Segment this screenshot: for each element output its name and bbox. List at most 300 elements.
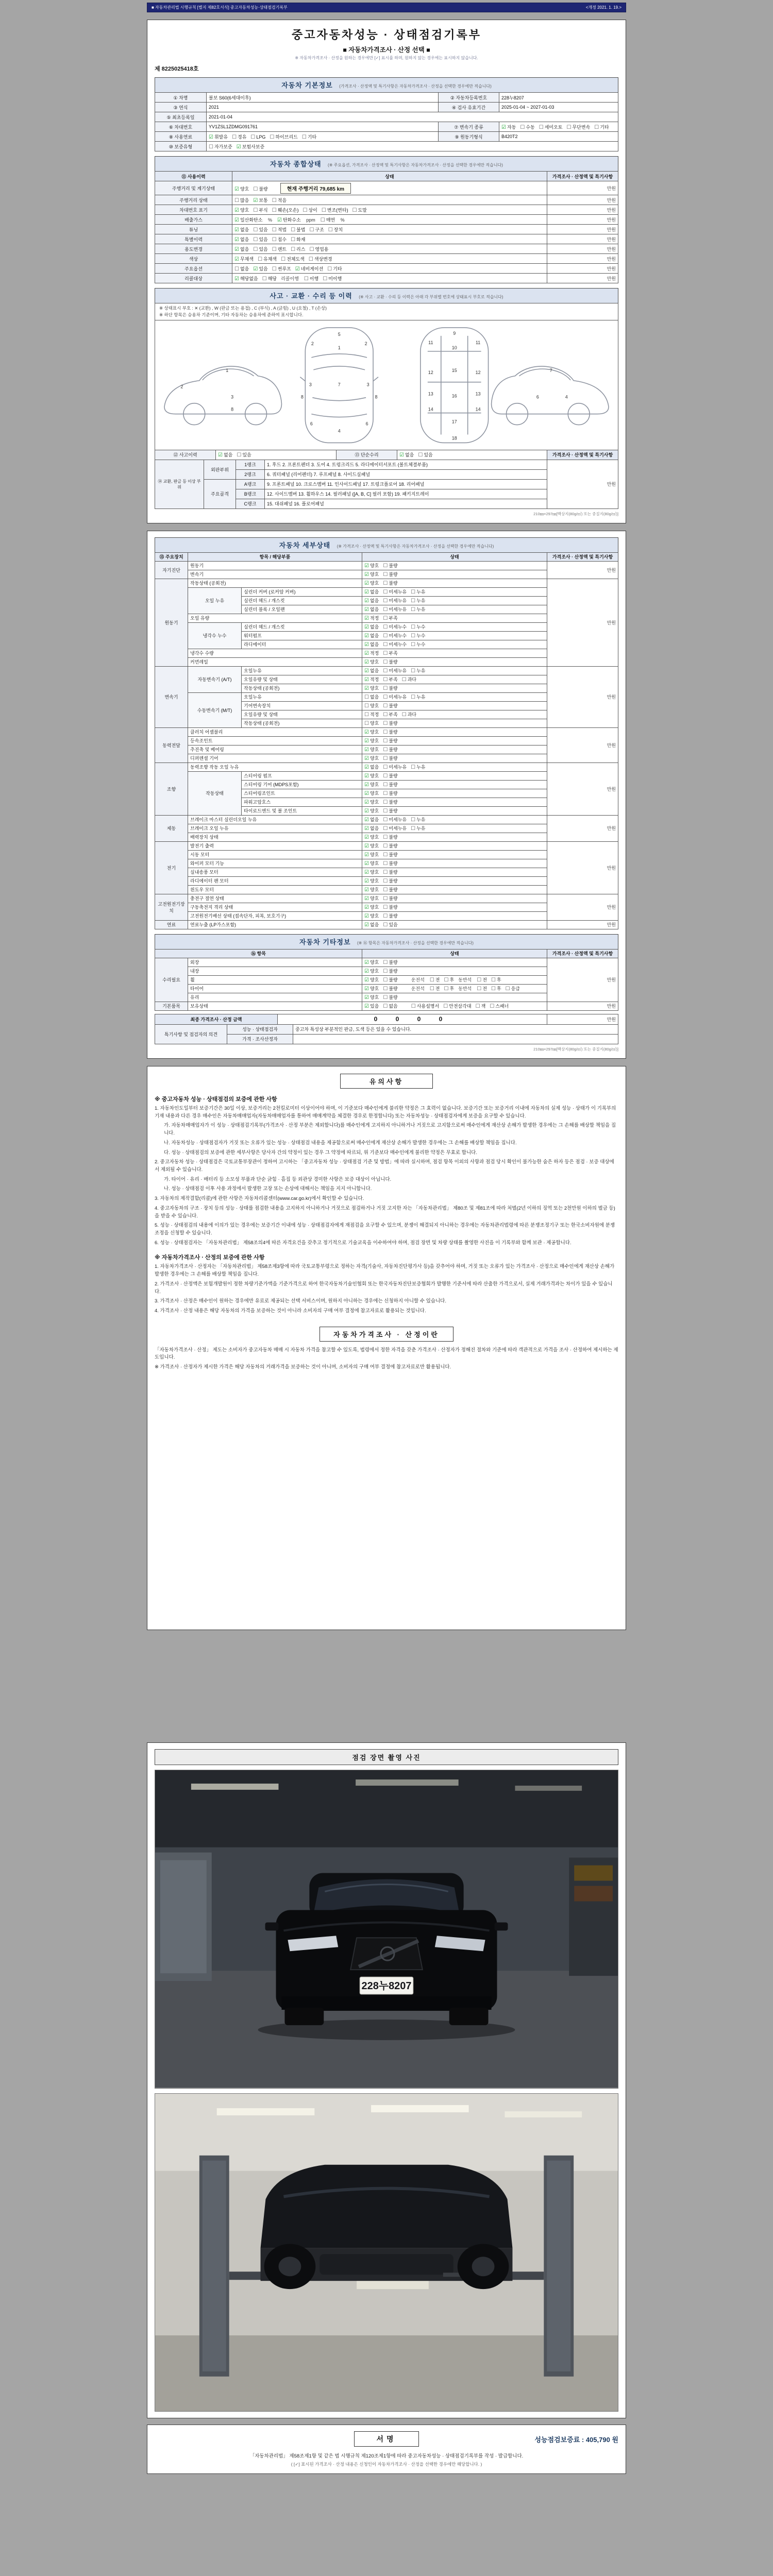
section-title: 자동차 기본정보 <box>281 81 333 89</box>
구조-option[interactable]: ☐ 구조 <box>309 227 324 233</box>
checkbox-icon: ☐ <box>234 197 239 204</box>
svg-text:13: 13 <box>475 391 481 397</box>
불량-option[interactable]: ☐ 불량 <box>383 887 398 893</box>
누유-option[interactable]: ☐ 누유 <box>411 668 426 674</box>
comprehensive-row <box>155 195 618 205</box>
부족-option[interactable]: ☐ 부족 <box>383 616 398 622</box>
누유-option[interactable]: ☐ 누유 <box>411 817 426 823</box>
item-state <box>362 806 547 815</box>
없음-option[interactable]: ☑ 없음 <box>364 624 379 631</box>
후-option[interactable]: ☐ 후 <box>444 977 455 984</box>
양호-option[interactable]: ☑ 양호 <box>364 977 379 984</box>
탄화수소-option[interactable]: ☑ 탄화수소 <box>277 217 301 223</box>
미세누유-option[interactable]: ☐ 미세누유 <box>383 694 407 701</box>
양호-option[interactable]: ☑ 양호 <box>364 738 379 744</box>
양호-option[interactable]: ☑ 양호 <box>364 995 379 1001</box>
notice-item: 「자동차가격조사 · 산정」 제도는 소비자가 중고자동차 매매 시 자동차 가격을 참고할 수 있도록, 법령에서 정한 자격을 갖춘 가격조사 · 산정자가 정해진 절차와 기준에 따라 객관적으로 가격을 조사 · 산정하여 제시하는 제도입니다. <box>155 1347 618 1361</box>
issue-statement-note: ( [✓] 표시된 가격조사 · 산정 내용은 신청인이 자동차가격조사 · 산정을 선택한 경우에만 해당합니다. ) <box>291 2462 482 2467</box>
양호-option[interactable]: ☐ 양호 <box>364 721 379 727</box>
미세누유-option[interactable]: ☐ 미세누유 <box>383 607 407 613</box>
해당-option[interactable]: ☐ 해당 <box>262 276 277 282</box>
불량-option[interactable]: ☐ 불량 <box>383 969 398 975</box>
price-cell: 만원 <box>547 195 618 205</box>
미이행-option[interactable]: ☐ 미이행 <box>323 276 342 282</box>
svg-text:17: 17 <box>451 419 457 425</box>
불량-option[interactable]: ☐ 불량 <box>383 686 398 692</box>
불량-option[interactable]: ☐ 불량 <box>383 986 398 992</box>
불량-option[interactable]: ☐ 불량 <box>383 800 398 806</box>
매연-option[interactable]: ☐ 매연 <box>320 217 335 223</box>
변조(변타)-option[interactable]: ☐ 변조(변타) <box>321 207 348 213</box>
침수-option[interactable]: ☐ 침수 <box>272 236 287 243</box>
불량-option[interactable]: ☐ 불량 <box>383 861 398 867</box>
없음-option[interactable]: ☑ 없음 <box>234 246 249 252</box>
양호-option[interactable]: ☑ 양호 <box>364 581 379 587</box>
불량-option[interactable]: ☐ 불량 <box>383 960 398 966</box>
미세누유-option[interactable]: ☐ 미세누유 <box>383 589 407 596</box>
row-state <box>232 254 547 264</box>
없음-option[interactable]: ☑ 없음 <box>364 668 379 674</box>
notice-item: 3. 자동차의 제작결함(리콜)에 관한 사항은 자동차리콜센터(www.car.go.kr)에서 확인할 수 있습니다. <box>155 1196 364 1202</box>
영업용-option[interactable]: ☐ 영업용 <box>309 246 329 252</box>
없음-option[interactable]: ☑ 없음 <box>399 452 414 459</box>
일산화탄소-option[interactable]: ☑ 일산화탄소 <box>234 217 263 223</box>
없음-option[interactable]: ☑ 없음 <box>364 633 379 639</box>
checkbox-icon: ☑ <box>364 624 369 631</box>
불량-option[interactable]: ☐ 불량 <box>383 703 398 709</box>
양호-option[interactable]: ☑ 양호 <box>364 843 379 850</box>
있음-option[interactable]: ☐ 있음 <box>253 227 268 233</box>
item-label: 유리 <box>188 993 362 1002</box>
notice-item: 1. 자동차가격조사 · 산정자는 「자동차관리법」 제58조제3항에 따라 국토교통부령으로 정하는 자격(기술사, 자동차진단평가사 등)을 갖추어야 하며, 거짓 또는 오류가 있는 가격조사 · 산정으로 매수인에게 재산상 손해가 발생한 경우에는 그 손해를 배상할 책임을 집니다. <box>155 1264 615 1278</box>
svg-text:12: 12 <box>428 369 433 375</box>
group-label: 전기 <box>155 841 188 894</box>
있음-option[interactable]: ☑ 있음 <box>253 266 268 272</box>
전-option[interactable]: ☐ 전 <box>477 986 487 992</box>
자가보증-option[interactable]: ☐ 자가보증 <box>209 144 232 150</box>
불량-option[interactable]: ☐ 불량 <box>383 730 398 736</box>
checkbox-icon: ☐ <box>383 773 388 779</box>
있음-option[interactable]: ☐ 있음 <box>253 246 268 252</box>
row-label: 배출가스 <box>155 215 232 225</box>
없음-option[interactable]: ☑ 없음 <box>364 817 379 823</box>
스패너-option[interactable]: ☐ 스패너 <box>490 1004 509 1010</box>
양호-option[interactable]: ☑ 양호 <box>364 808 379 815</box>
기타-option[interactable]: ☐ 기타 <box>327 266 342 272</box>
양호-option[interactable]: ☑ 양호 <box>364 730 379 736</box>
양호-option[interactable]: ☐ 양호 <box>364 703 379 709</box>
diagram-part-numbers <box>180 330 567 440</box>
불량-option[interactable]: ☐ 불량 <box>253 186 268 192</box>
누유-option[interactable]: ☐ 누유 <box>411 598 426 604</box>
세미오토-option[interactable]: ☐ 세미오토 <box>539 124 563 130</box>
미세누수-option[interactable]: ☐ 미세누수 <box>383 624 407 631</box>
checkbox-icon: ☑ <box>234 276 239 282</box>
checkbox-icon: ☑ <box>364 870 369 876</box>
price-cell: 만원 <box>547 181 618 195</box>
없음-option[interactable]: ☑ 없음 <box>364 922 379 928</box>
불량-option[interactable]: ☐ 불량 <box>383 852 398 858</box>
checkbox-icon: ☐ <box>323 276 328 282</box>
checkbox-icon: ☑ <box>399 452 404 459</box>
있음-option[interactable]: ☑ 있음 <box>364 1004 379 1010</box>
양호-option[interactable]: ☑ 양호 <box>364 852 379 858</box>
item-label: 작동상태 (공회전) <box>242 684 362 692</box>
양호-option[interactable]: ☑ 양호 <box>364 756 379 762</box>
적정-option[interactable]: ☑ 적정 <box>364 677 379 683</box>
checkbox-icon: ☐ <box>250 134 256 140</box>
issue-statement: 「자동차관리법」 제58조제1항 및 같은 법 시행규칙 제120조제1항에 따라 중고자동차성능 · 상태점검기록부를 작성 · 발급합니다. <box>249 2453 524 2460</box>
checkbox-icon: ☑ <box>364 878 369 885</box>
item-state <box>362 833 547 841</box>
item-label: 오일누유 <box>242 692 362 701</box>
detail-row <box>155 579 618 587</box>
훼손(오손)-option[interactable]: ☐ 훼손(오손) <box>272 207 299 213</box>
table-row <box>155 142 618 151</box>
checkbox-icon: ☐ <box>411 633 416 639</box>
item-label: 오일누유 <box>242 666 362 675</box>
양호-option[interactable]: ☑ 양호 <box>364 913 379 920</box>
양호-option[interactable]: ☑ 양호 <box>364 800 379 806</box>
price-cell: 만원 <box>547 274 618 283</box>
checkbox-icon: ☐ <box>272 197 277 204</box>
notice-item: 6. 성능 · 상태점검자는 「자동차관리법」 제58조의4에 따른 자격요건을 갖추고 정기적으로 기술교육을 이수하여야 하며, 점검 장면 및 차량 상태를 촬영한 사진을 이 기록부와 함께 보관 · 제공합니다. <box>155 1240 572 1246</box>
checkbox-icon: ☐ <box>505 986 510 992</box>
유채색-option[interactable]: ☐ 유채색 <box>258 256 277 262</box>
item-label: 변속기 <box>188 570 362 579</box>
전-option[interactable]: ☐ 전 <box>429 977 440 984</box>
누수-option[interactable]: ☐ 누수 <box>411 633 426 639</box>
없음-option[interactable]: ☑ 없음 <box>218 452 233 459</box>
checkbox-icon: ☐ <box>383 563 388 569</box>
양호-option[interactable]: ☑ 양호 <box>364 791 379 797</box>
전-option[interactable]: ☐ 전 <box>429 986 440 992</box>
item-label: 실린더 헤드 / 개스킷 <box>242 596 362 605</box>
notice-title: 유의사항 <box>340 1074 433 1089</box>
item-state <box>362 762 547 771</box>
checkbox-icon: ☐ <box>209 144 213 150</box>
미세누유-option[interactable]: ☐ 미세누유 <box>383 817 407 823</box>
accident-history-options <box>216 450 337 460</box>
checkbox-icon: ☐ <box>383 1004 388 1010</box>
notice-card <box>147 1066 626 1630</box>
없음-option[interactable]: ☑ 없음 <box>364 607 379 613</box>
row-state <box>232 225 547 234</box>
불량-option[interactable]: ☐ 불량 <box>383 995 398 1001</box>
하이브리드-option[interactable]: ☐ 하이브리드 <box>270 134 298 140</box>
불량-option[interactable]: ☐ 불량 <box>383 870 398 876</box>
미세누유-option[interactable]: ☐ 미세누유 <box>383 668 407 674</box>
잭-option[interactable]: ☐ 잭 <box>475 1004 486 1010</box>
table-row <box>155 122 618 132</box>
불량-option[interactable]: ☐ 불량 <box>383 738 398 744</box>
detail-row <box>155 762 618 771</box>
section-comprehensive-state <box>155 156 618 171</box>
양호-option[interactable]: ☑ 양호 <box>364 870 379 876</box>
양호-option[interactable]: ☑ 양호 <box>364 905 379 911</box>
미세누유-option[interactable]: ☐ 미세누유 <box>383 826 407 832</box>
LPG-option[interactable]: ☐ LPG <box>250 134 266 140</box>
checkbox-icon: ☐ <box>383 782 388 788</box>
page-title: 중고자동차성능 · 상태점검기록부 <box>291 28 482 41</box>
미세누수-option[interactable]: ☐ 미세누수 <box>383 633 407 639</box>
field-label: ⑦ 변속기 종류 <box>439 122 499 132</box>
item-label: 시동 모터 <box>188 850 362 859</box>
price-cell: 만원 <box>547 920 618 929</box>
section-note: (※ 주요옵션, 가격조사 · 산정액 및 특기사항은 자동차가격조사 · 산정을 선택한 경우에만 적습니다) <box>328 163 503 167</box>
comprehensive-row <box>155 234 618 244</box>
있음-option[interactable]: ☐ 있음 <box>383 922 398 928</box>
item-state <box>362 824 547 833</box>
불량-option[interactable]: ☐ 불량 <box>383 913 398 920</box>
checkbox-icon: ☑ <box>218 452 223 459</box>
양호-option[interactable]: ☑ 양호 <box>364 969 379 975</box>
있음-option[interactable]: ☐ 있음 <box>237 452 251 459</box>
누유-option[interactable]: ☐ 누유 <box>411 694 426 701</box>
checkbox-icon: ☑ <box>364 659 369 666</box>
checkbox-icon: ☑ <box>364 773 369 779</box>
table-row <box>155 93 618 103</box>
item-state <box>362 692 547 701</box>
적법-option[interactable]: ☐ 적법 <box>272 227 287 233</box>
불량-option[interactable]: ☐ 불량 <box>383 659 398 666</box>
불량-option[interactable]: ☐ 불량 <box>383 977 398 984</box>
item-label: 외장 <box>188 958 362 967</box>
보험사보증-option[interactable]: ☑ 보험사보증 <box>236 144 265 150</box>
notice-item: 4. 가격조사 · 산정 내용은 해당 자동차의 가격을 보증하는 것이 아니라 소비자의 구매 여부 결정에 참고자료로 활용되는 것입니다. <box>155 1308 426 1314</box>
checkbox-icon: ☑ <box>364 642 369 648</box>
양호-option[interactable]: ☑ 양호 <box>364 896 379 902</box>
수동-option[interactable]: ☐ 수동 <box>520 124 535 130</box>
price-cell: 만원 <box>547 460 618 509</box>
기타-option[interactable]: ☐ 기타 <box>301 134 317 140</box>
price-cell: 만원 <box>547 561 618 579</box>
group-label: 고전원전기장치 <box>155 894 188 920</box>
해당없음-option[interactable]: ☑ 해당없음 <box>234 276 258 282</box>
form-reference: ■ 자동차관리법 시행규칙 [별지 제82호서식] 중고자동차성능·상태점검기록부 <box>152 5 288 10</box>
미세누유-option[interactable]: ☐ 미세누유 <box>383 765 407 771</box>
누유-option[interactable]: ☐ 누유 <box>411 826 426 832</box>
양호-option[interactable]: ☑ 양호 <box>364 960 379 966</box>
과다-option[interactable]: ☐ 과다 <box>401 712 417 718</box>
누유-option[interactable]: ☐ 누유 <box>411 607 426 613</box>
checkbox-icon: ☐ <box>232 134 237 140</box>
도말-option[interactable]: ☐ 도말 <box>352 207 367 213</box>
checkbox-icon: ☐ <box>411 668 416 674</box>
전-option[interactable]: ☐ 전 <box>477 977 487 984</box>
누유-option[interactable]: ☐ 누유 <box>411 589 426 596</box>
양호-option[interactable]: ☑ 양호 <box>364 572 379 578</box>
양호-option[interactable]: ☑ 양호 <box>234 186 249 192</box>
inspector-opinion-table <box>155 1024 618 1044</box>
부식-option[interactable]: ☐ 부식 <box>253 207 268 213</box>
적음-option[interactable]: ☐ 적음 <box>272 197 287 204</box>
item-state <box>362 701 547 710</box>
detail-row <box>155 561 618 570</box>
comprehensive-row <box>155 225 618 234</box>
양호-option[interactable]: ☑ 양호 <box>364 887 379 893</box>
안전삼각대-option[interactable]: ☐ 안전삼각대 <box>443 1004 472 1010</box>
item-state <box>362 710 547 719</box>
렌트-option[interactable]: ☐ 렌트 <box>272 246 287 252</box>
checkbox-icon: ☐ <box>383 995 388 1001</box>
없음-option[interactable]: ☑ 없음 <box>364 598 379 604</box>
있음-option[interactable]: ☐ 있음 <box>418 452 433 459</box>
무채색-option[interactable]: ☑ 무채색 <box>234 256 254 262</box>
item-state <box>362 675 547 684</box>
불량-option[interactable]: ☐ 불량 <box>383 905 398 911</box>
사용설명서-option[interactable]: ☐ 사용설명서 <box>411 1004 440 1010</box>
item-label: 윈도우 모터 <box>188 885 362 894</box>
자동-option[interactable]: ☑ 자동 <box>501 124 516 130</box>
양호-option[interactable]: ☑ 양호 <box>364 878 379 885</box>
checkbox-icon: ☐ <box>401 677 407 683</box>
checkbox-icon: ☐ <box>291 227 296 233</box>
이행-option[interactable]: ☐ 이행 <box>304 276 319 282</box>
불량-option[interactable]: ☐ 불량 <box>383 808 398 815</box>
부족-option[interactable]: ☐ 부족 <box>383 651 398 657</box>
불량-option[interactable]: ☐ 불량 <box>383 782 398 788</box>
리스-option[interactable]: ☐ 리스 <box>291 246 306 252</box>
checkbox-icon: ☐ <box>383 852 388 858</box>
checkbox-icon: ☑ <box>209 134 213 140</box>
부족-option[interactable]: ☐ 부족 <box>383 677 398 683</box>
checkbox-icon: ☐ <box>411 598 416 604</box>
후-option[interactable]: ☐ 후 <box>444 986 455 992</box>
불량-option[interactable]: ☐ 불량 <box>383 843 398 850</box>
적정-option[interactable]: ☐ 적정 <box>364 712 379 718</box>
price-cell: 만원 <box>547 234 618 244</box>
양호-option[interactable]: ☑ 양호 <box>364 659 379 666</box>
없음-option[interactable]: ☐ 없음 <box>364 694 379 701</box>
없음-option[interactable]: ☑ 없음 <box>364 642 379 648</box>
registration-number-value: 228누8207 <box>499 93 618 103</box>
양호-option[interactable]: ☑ 양호 <box>364 563 379 569</box>
header-row <box>155 949 618 958</box>
부족-option[interactable]: ☐ 부족 <box>383 712 398 718</box>
후-option[interactable]: ☐ 후 <box>491 986 501 992</box>
checkbox-icon: ☐ <box>383 730 388 736</box>
checkbox-icon: ☑ <box>236 144 241 150</box>
checkbox-icon: ☐ <box>401 712 407 718</box>
불량-option[interactable]: ☐ 불량 <box>383 747 398 753</box>
없음-option[interactable]: ☑ 없음 <box>234 236 249 243</box>
svg-text:2: 2 <box>311 341 314 346</box>
양호-option[interactable]: ☑ 양호 <box>234 207 249 213</box>
없음-option[interactable]: ☑ 없음 <box>364 589 379 596</box>
item-state <box>362 850 547 859</box>
없음-option[interactable]: ☐ 없음 <box>383 1004 398 1010</box>
section-note: (※ 사고 · 교환 · 수리 등 이력은 아래 각 부위별 번호에 상태표시 부호로 적습니다) <box>359 295 503 299</box>
checkbox-icon: ☐ <box>364 712 369 718</box>
네비게이션-option[interactable]: ☑ 네비게이션 <box>295 266 324 272</box>
document-number: 제 8225025418호 <box>155 66 199 72</box>
과다-option[interactable]: ☐ 과다 <box>401 677 417 683</box>
item-state <box>362 868 547 876</box>
불량-option[interactable]: ☐ 불량 <box>383 835 398 841</box>
누수-option[interactable]: ☐ 누수 <box>411 642 426 648</box>
썬루프-option[interactable]: ☐ 썬루프 <box>272 266 291 272</box>
불량-option[interactable]: ☐ 불량 <box>383 721 398 727</box>
checkbox-icon: ☐ <box>444 986 449 992</box>
불량-option[interactable]: ☐ 불량 <box>383 896 398 902</box>
col-header: ⑮ 주요장치 <box>155 552 188 561</box>
미세누수-option[interactable]: ☐ 미세누수 <box>383 642 407 648</box>
불량-option[interactable]: ☐ 불량 <box>383 563 398 569</box>
checkbox-icon: ☐ <box>383 598 388 604</box>
comprehensive-row <box>155 244 618 254</box>
notice-item: 4. 중고자동차의 구조 · 장치 등의 성능 · 상태를 점검한 내용을 고지하지 아니하거나 거짓으로 점검하거나 거짓 고지한 자는 「자동차관리법」 제80조 및 제81조에 따라 처벌(2년 이하의 징역 또는 2천만원 이하의 벌금 등)을 받을 수 있습니다. <box>155 1205 615 1219</box>
front-wheel-right <box>449 2008 489 2025</box>
checkbox-icon: ☐ <box>383 826 388 832</box>
누수-option[interactable]: ☐ 누수 <box>411 624 426 631</box>
inline-text: % <box>266 217 272 223</box>
없음-option[interactable]: ☑ 없음 <box>234 227 249 233</box>
무단변속-option[interactable]: ☐ 무단변속 <box>566 124 591 130</box>
화재-option[interactable]: ☐ 화재 <box>291 236 306 243</box>
경유-option[interactable]: ☐ 경유 <box>232 134 247 140</box>
양호-option[interactable]: ☑ 양호 <box>364 686 379 692</box>
detail-row <box>155 841 618 850</box>
누유-option[interactable]: ☐ 누유 <box>411 765 426 771</box>
checkbox-icon: ☑ <box>364 977 369 984</box>
불량-option[interactable]: ☐ 불량 <box>383 756 398 762</box>
상이-option[interactable]: ☐ 상이 <box>303 207 317 213</box>
checkbox-icon: ☐ <box>411 1004 416 1010</box>
item-label: 기어변속장치 <box>242 701 362 710</box>
불량-option[interactable]: ☐ 불량 <box>383 791 398 797</box>
양호-option[interactable]: ☑ 양호 <box>364 782 379 788</box>
휘발유-option[interactable]: ☑ 휘발유 <box>209 134 228 140</box>
checkbox-icon: ☐ <box>309 246 314 252</box>
양호-option[interactable]: ☑ 양호 <box>364 773 379 779</box>
불량-option[interactable]: ☐ 불량 <box>383 572 398 578</box>
없음-option[interactable]: ☑ 없음 <box>364 765 379 771</box>
기타-option[interactable]: ☐ 기타 <box>594 124 609 130</box>
불법-option[interactable]: ☐ 불법 <box>291 227 306 233</box>
subgroup-label: 수동변속기 (M/T) <box>188 692 242 727</box>
보통-option[interactable]: ☑ 보통 <box>253 197 268 204</box>
불량-option[interactable]: ☐ 불량 <box>383 581 398 587</box>
svg-text:2: 2 <box>180 384 183 389</box>
전체도색-option[interactable]: ☐ 전체도색 <box>281 256 305 262</box>
checkbox-icon: ☑ <box>277 217 282 223</box>
svg-text:11: 11 <box>428 340 433 345</box>
색상변경-option[interactable]: ☐ 색상변경 <box>308 256 332 262</box>
많음-option[interactable]: ☐ 많음 <box>234 197 249 204</box>
불량-option[interactable]: ☐ 불량 <box>383 773 398 779</box>
양호-option[interactable]: ☑ 양호 <box>364 747 379 753</box>
불량-option[interactable]: ☐ 불량 <box>383 878 398 885</box>
checkbox-icon: ☐ <box>429 986 434 992</box>
양호-option[interactable]: ☑ 양호 <box>364 861 379 867</box>
후-option[interactable]: ☐ 후 <box>491 977 501 984</box>
있음-option[interactable]: ☐ 있음 <box>253 236 268 243</box>
detail-state-card <box>147 531 626 1059</box>
item-label: 등속조인트 <box>188 736 362 745</box>
없음-option[interactable]: ☑ 없음 <box>364 826 379 832</box>
미세누유-option[interactable]: ☐ 미세누유 <box>383 598 407 604</box>
checkbox-icon: ☐ <box>383 870 388 876</box>
적정-option[interactable]: ☑ 적정 <box>364 651 379 657</box>
적정-option[interactable]: ☑ 적정 <box>364 616 379 622</box>
section-detail-state <box>155 537 618 552</box>
양호-option[interactable]: ☑ 양호 <box>364 986 379 992</box>
양호-option[interactable]: ☑ 양호 <box>364 835 379 841</box>
장치-option[interactable]: ☐ 장치 <box>328 227 343 233</box>
응급-option[interactable]: ☐ 응급 <box>505 986 520 992</box>
없음-option[interactable]: ☐ 없음 <box>234 266 249 272</box>
